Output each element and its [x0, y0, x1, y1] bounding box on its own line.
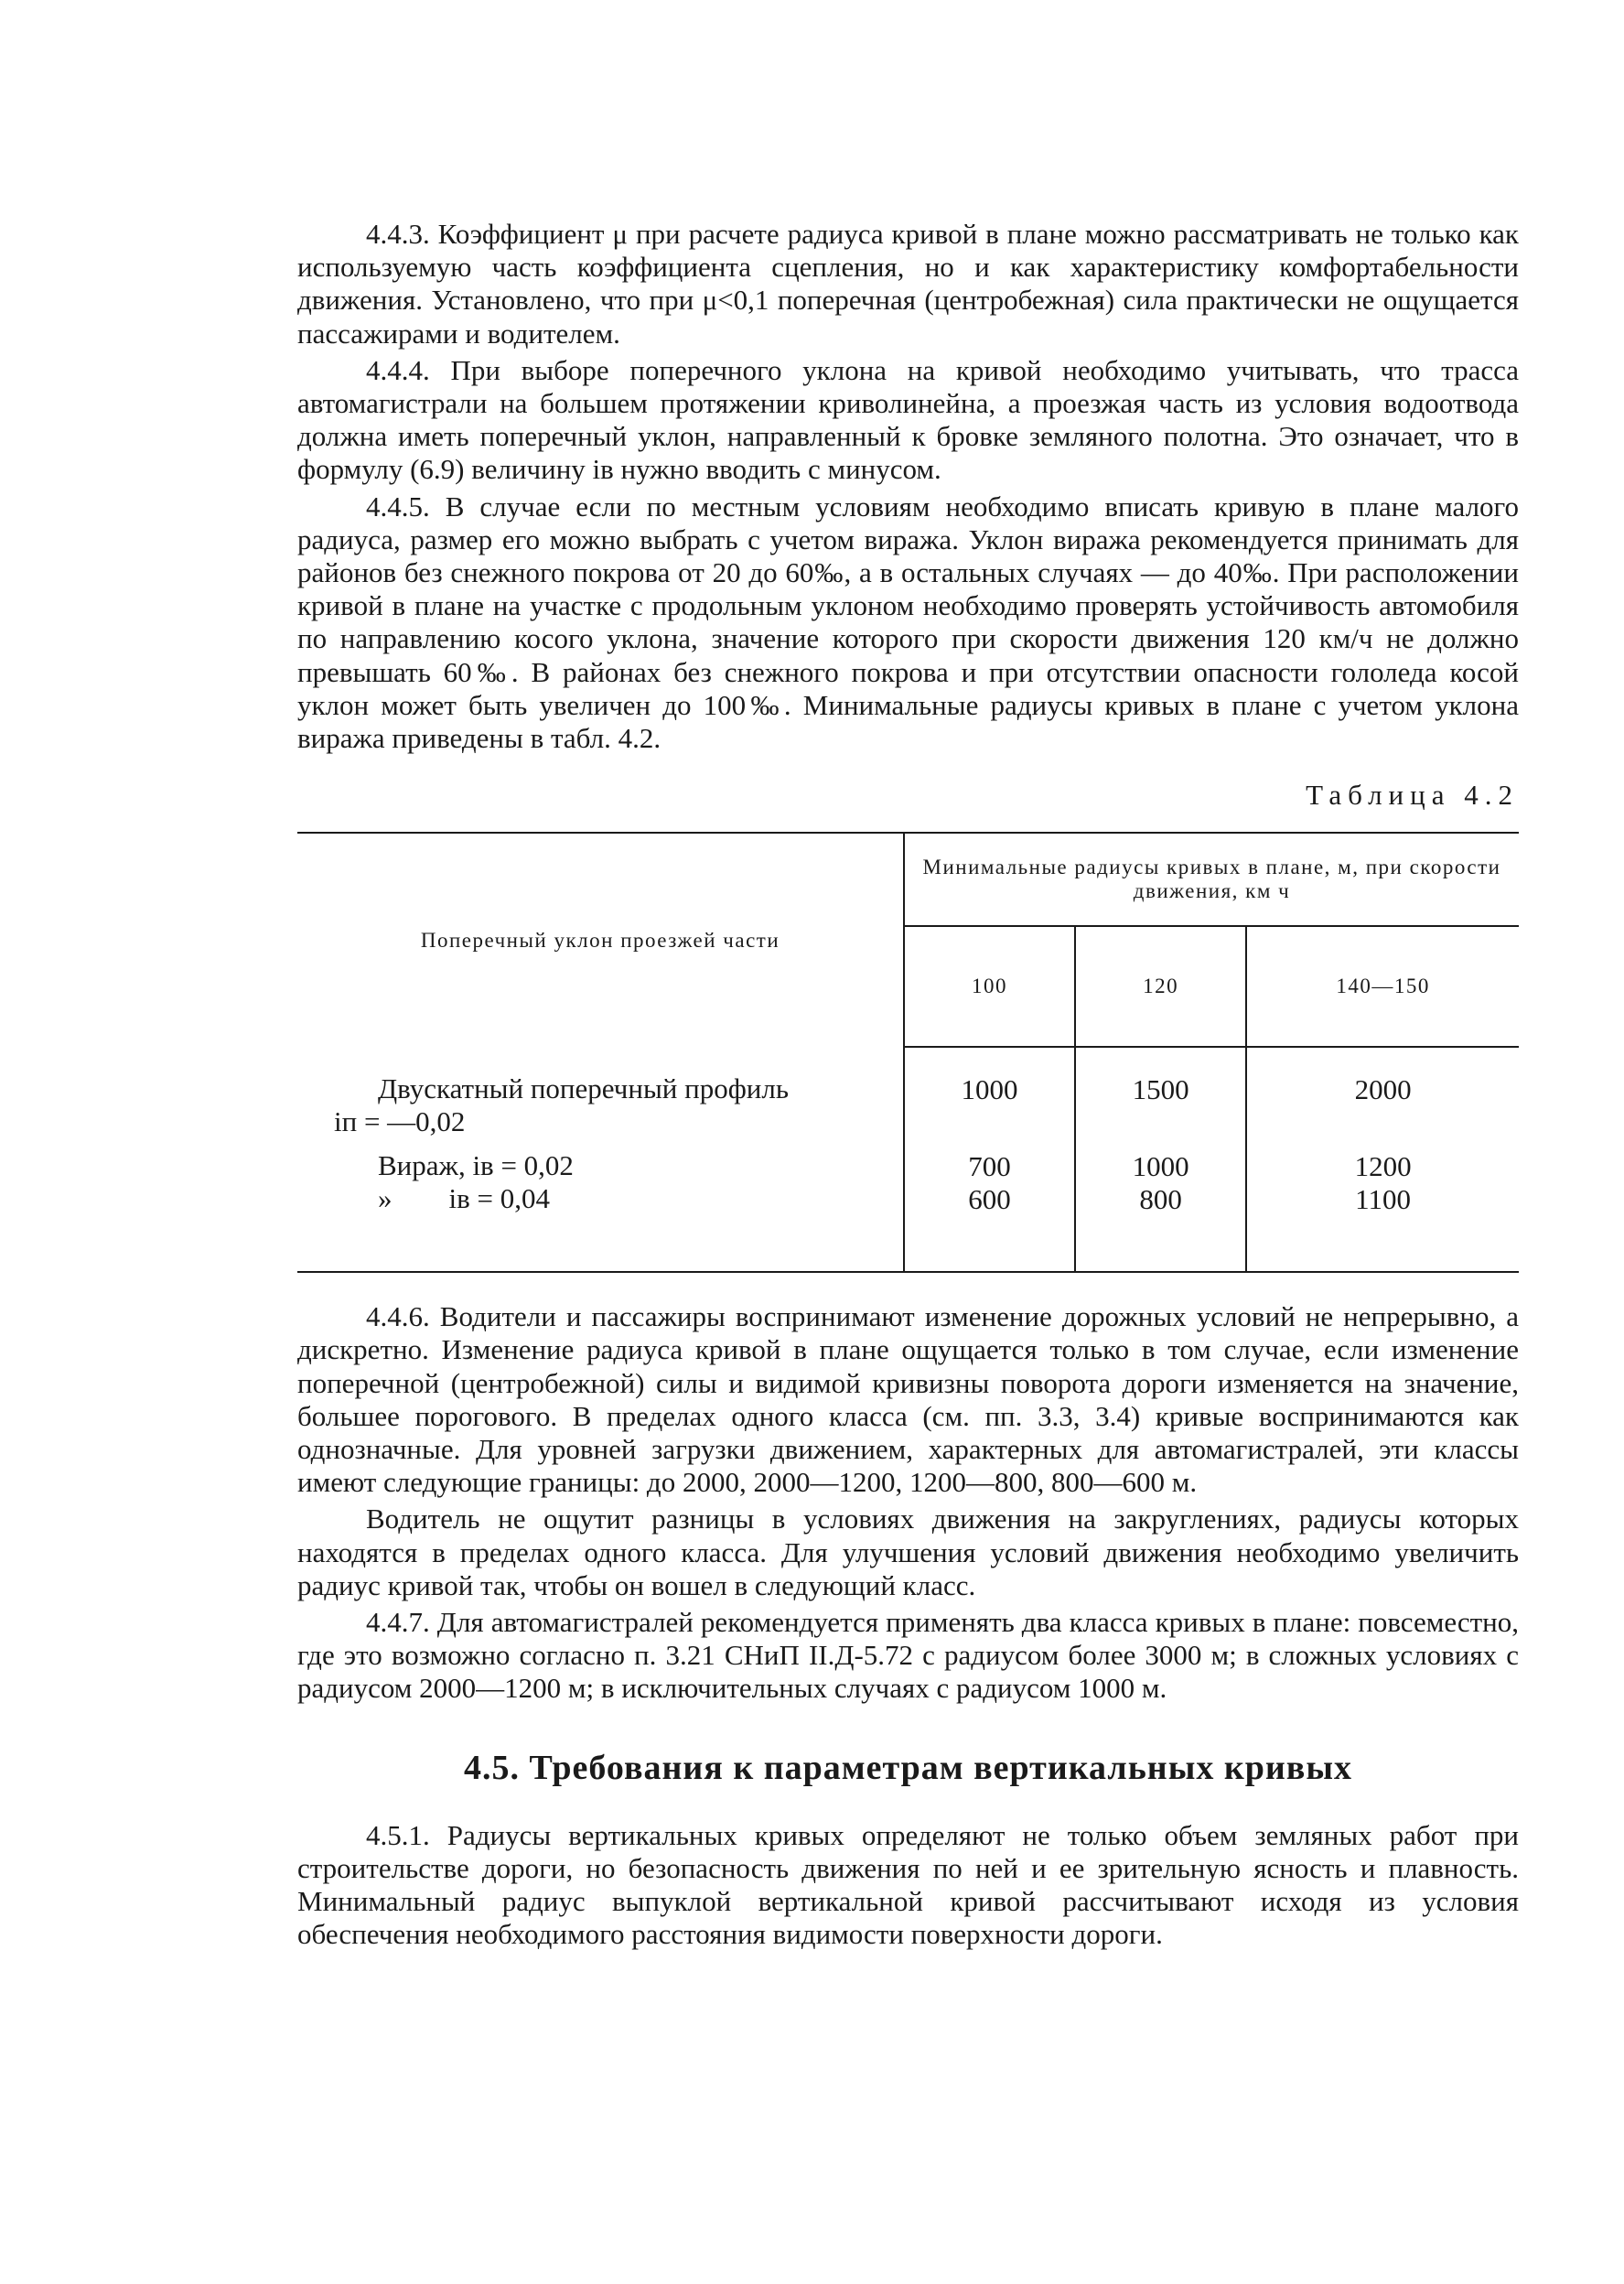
header-speed-120: 120	[1075, 926, 1246, 1047]
value-r2-140-150: 1200	[1354, 1150, 1412, 1183]
header-cross-slope: Поперечный уклон проезжей части	[297, 833, 904, 1047]
row-label-dual-slope-value: iп = —0,02	[334, 1105, 466, 1138]
header-speed-140-150: 140—150	[1246, 926, 1519, 1047]
paragraph-4-4-7: 4.4.7. Для автомагистралей рекомендуется применять два класса кривых в плане: повсеместно, где это возможно согласно п. 3.21 СНиП II.Д-5.72 с радиусом более 3000 м; в сложных условиях с радиусом 2000—1200 м; в исключительных случаях с радиусом 1000 м.	[297, 1606, 1519, 1705]
row-label-dual-slope: Двускатный поперечный профиль	[378, 1072, 789, 1105]
value-r1-120: 1500	[1132, 1073, 1189, 1106]
value-r3-100: 600	[968, 1183, 1011, 1216]
radius-table	[297, 832, 1519, 1273]
values-speed-120	[1075, 1047, 1246, 1272]
header-speed-100: 100	[904, 926, 1075, 1047]
row-label-ditto-mark: »	[378, 1182, 393, 1215]
row-label-superelevation-004: iв = 0,04	[448, 1182, 550, 1215]
row-label-superelevation-002: Вираж, iв = 0,02	[378, 1149, 574, 1182]
value-r3-140-150: 1100	[1355, 1183, 1411, 1216]
row-labels-cell	[297, 1047, 904, 1272]
values-speed-100	[904, 1047, 1075, 1272]
paragraph-driver-classes: Водитель не ощутит разницы в условиях движения на закруглениях, радиусы которых находятся в пределах одного класса. Для улучшения условий движения необходимо увеличить радиус кривой так, чтобы он вошел в следующий класс.	[297, 1503, 1519, 1601]
value-r1-140-150: 2000	[1354, 1073, 1412, 1106]
section-title-4-5: 4.5. Требования к параметрам вертикальных кривых	[464, 1748, 1352, 1787]
value-r3-120: 800	[1139, 1183, 1182, 1216]
paragraph-4-4-6: 4.4.6. Водители и пассажиры воспринимают изменение дорожных условий не непрерывно, а дискретно. Изменение радиуса кривой в плане ощущается только в том случае, если изменение поперечной (центробежной) силы и видимой кривизны поворота дороги изменяется на значение, большее порогового. В пределах одного класса (см. пп. 3.3, 3.4) кривые воспринимаются как однозначные. Для уровней загрузки движением, характерных для автомагистралей, эти классы имеют следующие границы: до 2000, 2000—1200, 1200—800, 800—600 м.	[297, 1300, 1519, 1499]
paragraph-4-4-3: 4.4.3. Коэффициент μ при расчете радиуса кривой в плане можно рассматривать не только как используемую часть коэффициента сцепления, но и как характеристику комфортабельности движения. Установлено, что при μ<0,1 поперечная (центробежная) сила практически не ощущается пассажирами и водителем.	[297, 218, 1519, 350]
document-page	[297, 218, 1519, 1952]
value-r2-100: 700	[968, 1150, 1011, 1183]
table-caption: Таблица 4.2	[1306, 779, 1519, 812]
paragraph-4-4-4: 4.4.4. При выборе поперечного уклона на кривой необходимо учитывать, что трасса автомагистрали на большем протяжении криволинейна, а проезжая часть из условия водоотвода должна иметь поперечный уклон, направленный к бровке земляного полотна. Это означает, что в формулу (6.9) величину iв нужно вводить с минусом.	[297, 353, 1519, 486]
value-r1-100: 1000	[961, 1073, 1018, 1106]
paragraph-4-5-1: 4.5.1. Радиусы вертикальных кривых определяют не только объем земляных работ при строительстве дороги, но безопасность движения по ней и ее зрительную ясность и плавность. Минимальный радиус выпуклой вертикальной кривой рассчитывают исходя из условия обеспечения необходимого расстояния видимости поверхности дороги.	[297, 1818, 1519, 1951]
value-r2-120: 1000	[1132, 1150, 1189, 1183]
header-min-radius: Минимальные радиусы кривых в плане, м, при скорости движения, км ч	[904, 833, 1519, 926]
paragraph-4-4-5: 4.4.5. В случае если по местным условиям необходимо вписать кривую в плане малого радиуса, размер его можно выбрать с учетом виража. Уклон виража рекомендуется принимать для районов без снежного покрова от 20 до 60‰, а в остальных случаях — до 40‰. При расположении кривой в плане на участке с продольным уклоном необходимо проверять устойчивость автомобиля по направлению косого уклона, значение которого при скорости движения 120 км/ч не должно превышать 60‰. В районах без снежного покрова и при отсутствии опасности гололеда косой уклон может быть увеличен до 100‰. Минимальные радиусы кривых в плане с учетом уклона виража приведены в табл. 4.2.	[297, 490, 1519, 755]
values-speed-140-150	[1246, 1047, 1519, 1272]
